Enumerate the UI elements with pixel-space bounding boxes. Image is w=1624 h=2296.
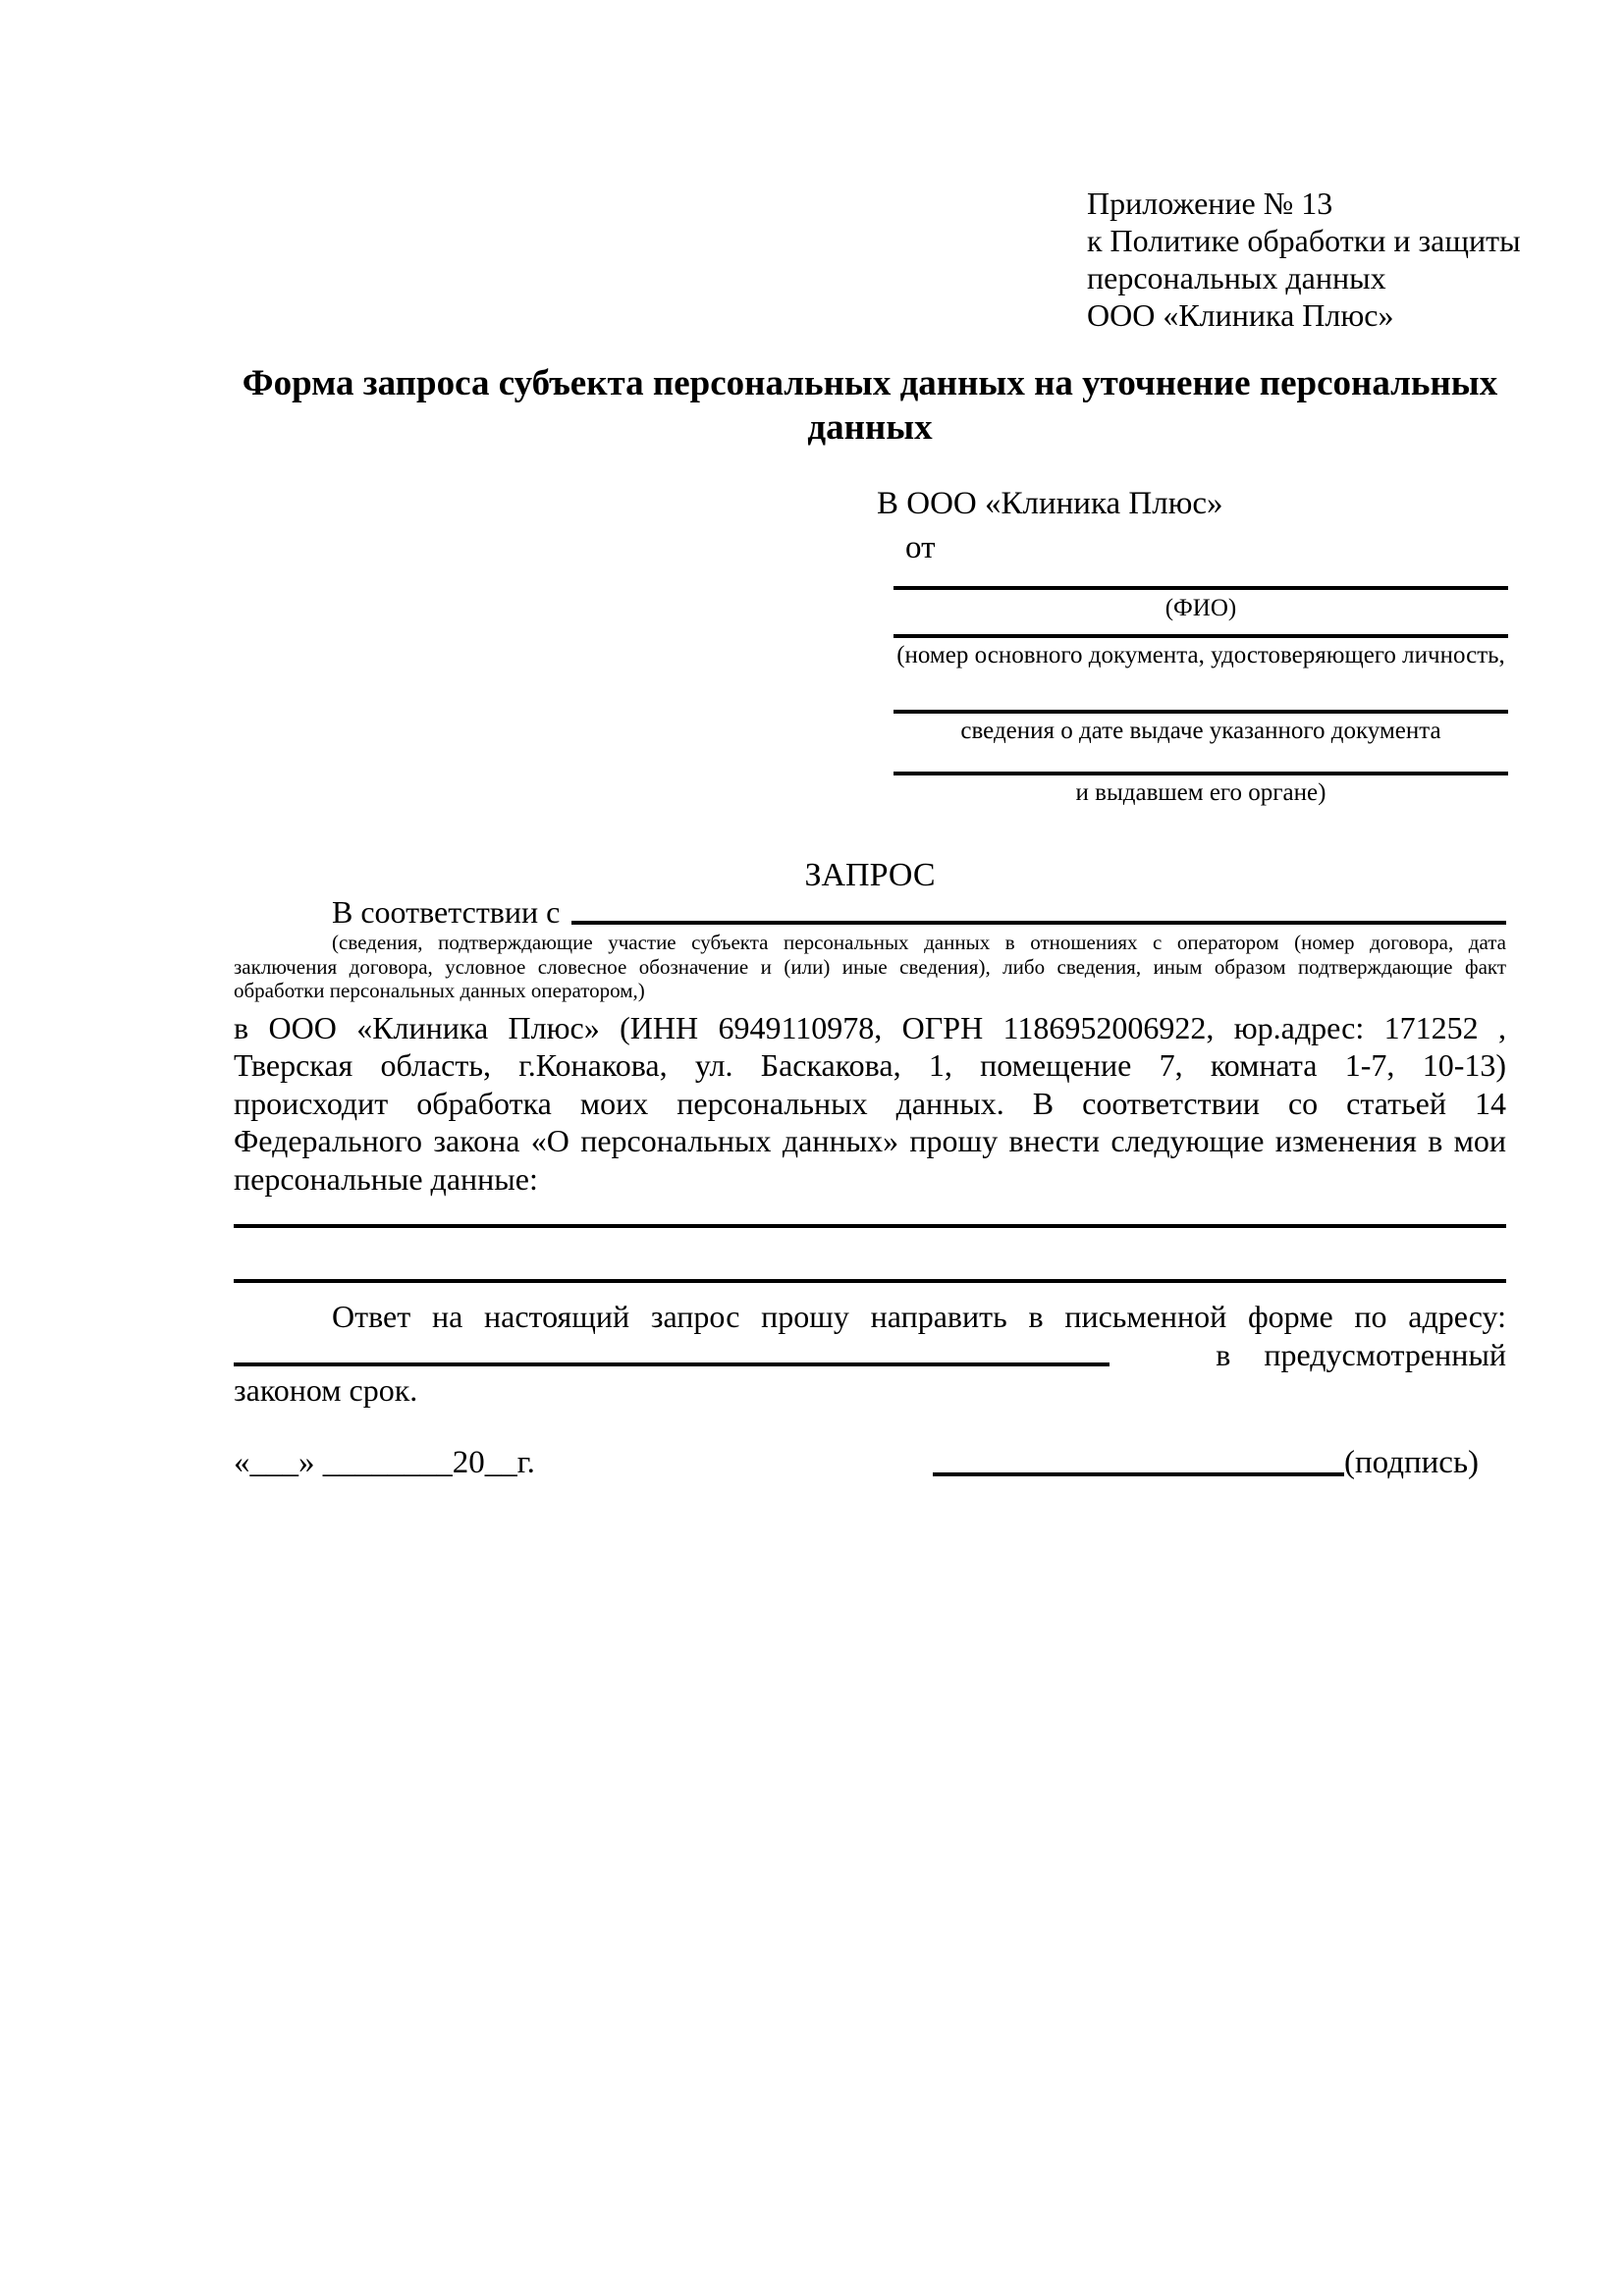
signature-field-line[interactable] [933, 1472, 1344, 1476]
form-title: Форма запроса субъекта персональных данных на уточнение персональных данных [242, 363, 1498, 448]
body-line: персональные данные: [234, 1160, 538, 1197]
request-body [234, 1009, 1506, 1198]
reply-tail-text: законом срок. [234, 1372, 418, 1408]
appendix-line: к Политике обработки и защиты [1087, 223, 1521, 258]
fio-field-line[interactable] [893, 586, 1508, 590]
body-line: в ООО «Клиника Плюс» (ИНН 6949110978, ОГРН 1186952006922, юр.адрес: 171252 , [234, 1010, 1506, 1045]
id-doc-caption-1: (номер основного документа, удостоверяющего личность, [896, 642, 1505, 668]
signature-caption: (подпись) [1344, 1445, 1479, 1480]
date-signature-row [234, 1439, 1506, 1482]
appendix-line: персональных данных [1087, 260, 1386, 295]
operator-relation-note [234, 931, 1506, 1003]
fio-caption: (ФИО) [1164, 595, 1237, 621]
accordance-field-line[interactable] [571, 921, 1506, 925]
changes-field-line-2[interactable] [234, 1279, 1506, 1283]
id-doc-field-line-1[interactable] [893, 634, 1508, 638]
body-line: Федерального закона «О персональных данных» прошу внести следующие изменения в мои [234, 1123, 1506, 1159]
id-doc-caption-3: и выдавшем его органе) [1075, 779, 1326, 806]
addressee-from-label: от [905, 530, 936, 565]
accordance-label: В соответствии с [332, 894, 561, 930]
reply-address-field-line[interactable] [234, 1362, 1110, 1366]
body-line: происходит обработка моих персональных данных. В соответствии со статьей 14 [234, 1085, 1506, 1121]
request-heading: ЗАПРОС [804, 857, 936, 893]
id-doc-caption-2: сведения о дате выдаче указанного документа [960, 718, 1441, 744]
note-line: заключения договора, условное словесное обозначение и (или) иные сведения), либо сведения, иным образом подтверждающие факт [234, 954, 1506, 979]
note-line: (сведения, подтверждающие участие субъекта персональных данных в отношениях с оператором (номер договора, дата [332, 931, 1506, 954]
appendix-line: ООО «Клиника Плюс» [1087, 297, 1394, 333]
reply-paragraph: Ответ на настоящий запрос прошу направить в письменной форме по адресу: [332, 1299, 1506, 1334]
note-line: обработки персональных данных оператором,) [234, 979, 645, 1002]
appendix-line: Приложение № 13 [1087, 186, 1333, 221]
reply-right-text: в предусмотренный [1216, 1337, 1506, 1372]
appendix-block [1087, 185, 1521, 334]
date-blank[interactable]: «___» ________20__г. [234, 1445, 535, 1480]
body-line: Тверская область, г.Конакова, ул. Баскакова, 1, помещение 7, комната 1-7, 10-13) [234, 1047, 1506, 1084]
id-doc-field-line-3[interactable] [893, 772, 1508, 775]
accordance-row [234, 892, 1506, 930]
changes-field-line-1[interactable] [234, 1224, 1506, 1228]
id-doc-field-line-2[interactable] [893, 710, 1508, 714]
addressee-to: В ООО «Клиника Плюс» [877, 486, 1223, 521]
reply-address-row [234, 1333, 1506, 1372]
